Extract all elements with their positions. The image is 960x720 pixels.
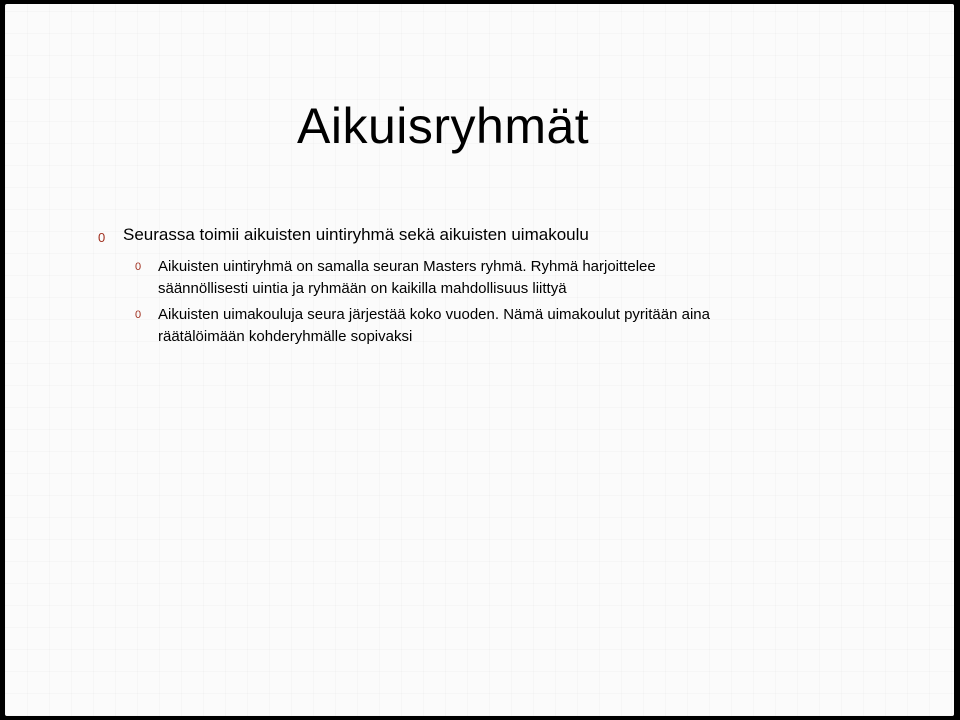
bullet-text xyxy=(158,256,858,300)
bullet-text-line: Aikuisten uimakouluja seura järjestää koko vuoden. Nämä uimakoulut pyritään aina xyxy=(158,306,710,323)
slide xyxy=(5,4,954,716)
bullet-list xyxy=(5,4,954,716)
slide-title: Aikuisryhmät xyxy=(297,98,590,154)
bullet-text xyxy=(158,304,858,348)
bullet-text-line: Aikuisten uintiryhmä on samalla seuran Masters ryhmä. Ryhmä harjoittelee xyxy=(158,258,656,275)
bullet-text: Seurassa toimii aikuisten uintiryhmä sekä aikuisten uimakoulu xyxy=(123,225,589,244)
bullet-marker: 0 xyxy=(98,230,106,245)
bullet-text-line: säännöllisesti uintia ja ryhmään on kaikilla mahdollisuus liittyä xyxy=(158,280,567,297)
bullet-marker: 0 xyxy=(135,261,142,273)
bullet-marker: 0 xyxy=(135,309,142,321)
bullet-text-line: räätälöimään kohderyhmälle sopivaksi xyxy=(158,328,413,345)
